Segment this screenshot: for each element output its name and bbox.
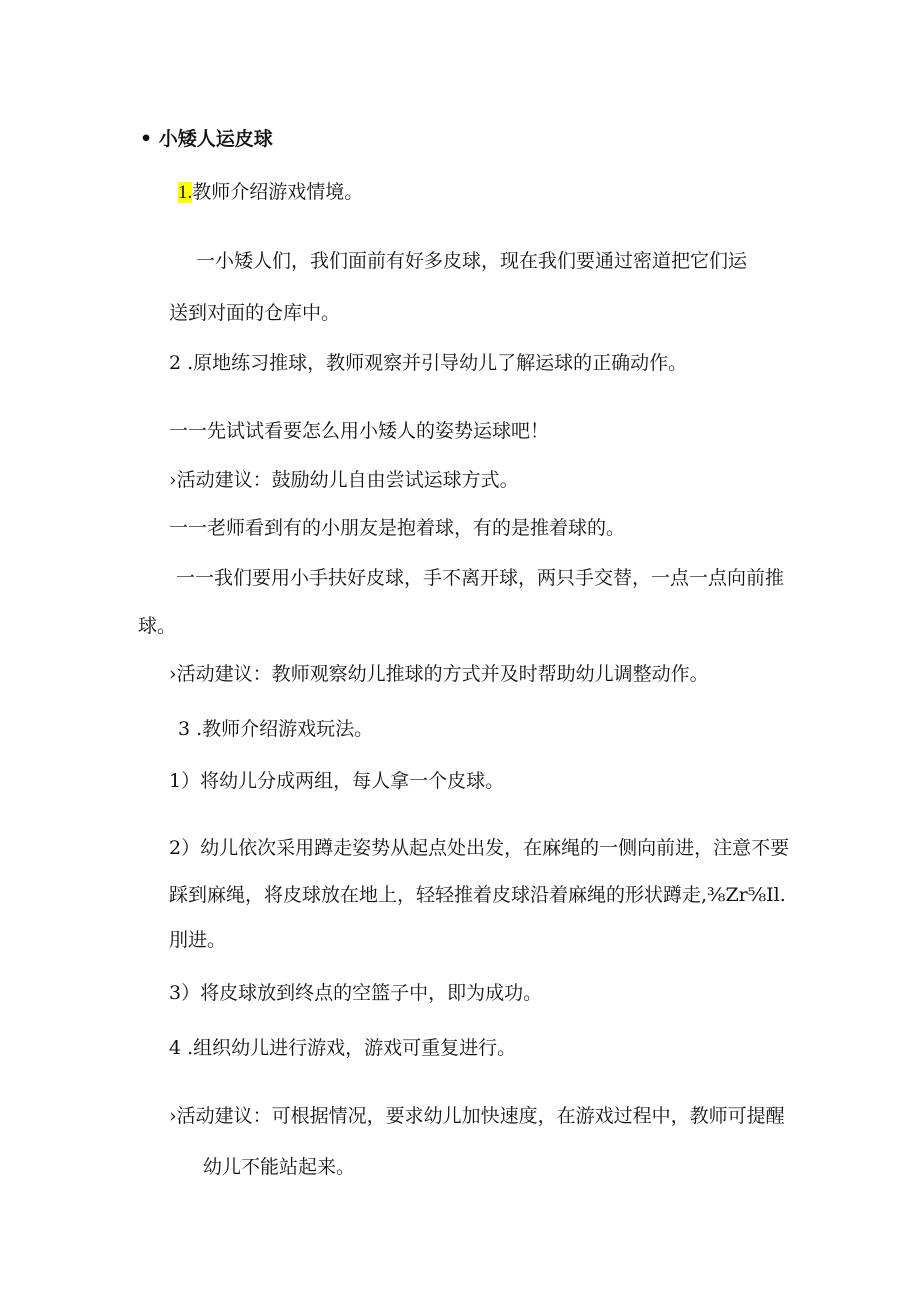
rule-2-line-3: 刖进。 <box>169 929 227 951</box>
step-1-text: 教师介绍游戏情境。 <box>192 181 364 203</box>
rule-3: 3）将皮球放到终点的空篮子中，即为成功。 <box>169 982 543 1004</box>
step-1 <box>178 179 363 206</box>
step-2-quote-2: 一一老师看到有的小朋友是抱着球，有的是推着球的。 <box>169 517 626 539</box>
rule-2-line-2: 踩到麻绳，将皮球放在地上，轻轻推着皮球沿着麻绳的形状蹲走,⅜Zr⅝Il. <box>169 884 786 906</box>
step-1-quote-line-2: 送到对面的仓库中。 <box>169 302 341 324</box>
step-4-tip-line-2: 幼儿不能站起来。 <box>203 1156 356 1178</box>
step-1-number: 1. <box>178 182 193 203</box>
step-2-tip-1: ›活动建议：鼓励幼儿自由尝试运球方式。 <box>169 469 519 491</box>
step-2-quote-1: 一一先试试看要怎么用小矮人的姿势运球吧！ <box>169 420 550 442</box>
step-4-tip-line-1: ›活动建议：可根据情况，要求幼儿加快速度，在游戏过程中，教师可提醒 <box>169 1105 785 1127</box>
step-2-quote-3-line-1: 一一我们要用小手扶好皮球，手不离开球，两只手交替，一点一点向前推 <box>176 567 785 589</box>
step-4: 4 .组织幼儿进行游戏，游戏可重复进行。 <box>169 1037 517 1059</box>
step-2-tip-2: ›活动建议：教师观察幼儿推球的方式并及时帮助幼儿调整动作。 <box>169 663 709 685</box>
step-2-quote-3-line-2: 球。 <box>138 615 177 637</box>
rule-2-line-1: 2）幼儿依次采用蹲走姿势从起点处出发，在麻绳的一侧向前进，注意不要 <box>169 837 790 859</box>
step-2: 2 .原地练习推球，教师观察并引导幼儿了解运球的正确动作。 <box>169 352 688 374</box>
step-3: 3 .教师介绍游戏玩法。 <box>178 718 374 740</box>
rule-1: 1）将幼儿分成两组，每人拿一个皮球。 <box>169 770 505 792</box>
step-1-quote-line-1: 一小矮人们，我们面前有好多皮球，现在我们要通过密道把它们运 <box>196 250 748 272</box>
section-title: • 小矮人运皮球 <box>140 128 273 150</box>
